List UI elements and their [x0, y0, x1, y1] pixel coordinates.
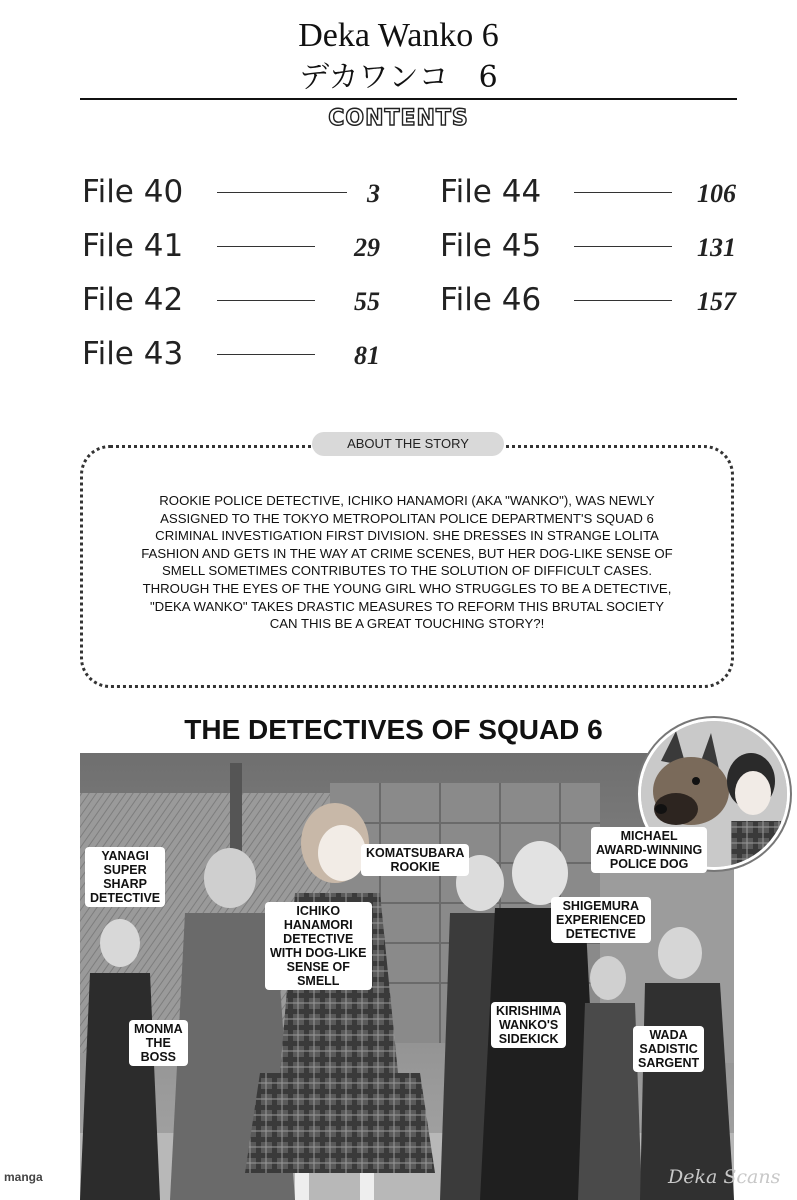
header-divider: [80, 98, 737, 100]
toc-entry-label: File 46: [440, 282, 542, 318]
story-line: CRIMINAL INVESTIGATION FIRST DIVISION. SHE DRESSES IN STRANGE LOLITA: [155, 528, 659, 544]
toc-entry-page: 3: [367, 179, 380, 208]
label-shigemura: SHIGEMURA EXPERIENCED DETECTIVE: [552, 898, 650, 942]
toc-entry[interactable]: [82, 334, 382, 374]
toc-entry-label: File 45: [440, 228, 542, 264]
about-story-text: [100, 492, 714, 633]
toc-entry[interactable]: [82, 172, 382, 212]
label-komatsubara: KOMATSUBARA ROOKIE: [362, 845, 468, 875]
toc-entry-label: File 41: [82, 228, 184, 264]
toc-entry[interactable]: [82, 226, 382, 266]
toc-entry-label: File 44: [440, 174, 542, 210]
toc-entry[interactable]: [82, 280, 382, 320]
story-line: THROUGH THE EYES OF THE YOUNG GIRL WHO STRUGGLES TO BE A DETECTIVE,: [142, 580, 672, 596]
contents-heading: CONTENTS: [328, 106, 469, 131]
about-story-tab: ABOUT THE STORY: [312, 432, 504, 456]
story-line: FASHION AND GETS IN THE WAY AT CRIME SCENES, BUT HER DOG-LIKE SENSE OF: [141, 545, 673, 561]
toc-entry[interactable]: [440, 226, 740, 266]
label-wada: WADA SADISTIC SARGENT: [634, 1027, 703, 1071]
site-watermark: manga: [4, 1170, 43, 1184]
label-kirishima: KIRISHIMA WANKO'S SIDEKICK: [492, 1003, 565, 1047]
toc-entry-page: 29: [354, 233, 380, 262]
toc-entry-label: File 43: [82, 336, 184, 372]
squad-illustration: [80, 753, 734, 1200]
story-line: "DEKA WANKO" TAKES DRASTIC MEASURES TO REFORM THIS BRUTAL SOCIETY: [150, 598, 664, 614]
toc-leader-line: [574, 246, 672, 247]
squad-heading: THE DETECTIVES OF SQUAD 6: [184, 714, 603, 745]
toc-leader-line: [217, 192, 347, 193]
toc-entry-page: 81: [354, 341, 380, 370]
toc-entry[interactable]: [440, 172, 740, 212]
toc-entry-page: 131: [697, 233, 736, 262]
toc-leader-line: [217, 354, 315, 355]
toc-entry-page: 157: [697, 287, 736, 316]
toc-entry-label: File 42: [82, 282, 184, 318]
story-line: ASSIGNED TO THE TOKYO METROPOLITAN POLICE DEPARTMENT'S SQUAD 6: [160, 510, 654, 526]
label-ichiko: ICHIKO HANAMORI DETECTIVE WITH DOG-LIKE SENSE OF SMELL: [266, 903, 371, 989]
book-title: Deka Wanko 6: [298, 17, 499, 54]
toc-leader-line: [217, 300, 315, 301]
story-line: CAN THIS BE A GREAT TOUCHING STORY?!: [269, 616, 545, 632]
toc-entry-label: File 40: [82, 174, 184, 210]
label-michael: MICHAEL AWARD-WINNING POLICE DOG: [592, 828, 706, 872]
book-title-japanese: デカワンコ 6: [299, 60, 498, 95]
toc-entry-page: 55: [354, 287, 380, 316]
squad-artwork: [80, 753, 734, 1200]
toc-leader-line: [574, 192, 672, 193]
toc-leader-line: [217, 246, 315, 247]
toc-entry-page: 106: [697, 179, 736, 208]
toc-entry[interactable]: [440, 280, 740, 320]
label-monma: MONMA THE BOSS: [130, 1021, 187, 1065]
toc-leader-line: [574, 300, 672, 301]
story-line: ROOKIE POLICE DETECTIVE, ICHIKO HANAMORI (AKA "WANKO"), WAS NEWLY: [159, 493, 655, 508]
story-line: SMELL SOMETIMES CONTRIBUTES TO THE SOLUTION OF DIFFICULT CASES.: [162, 563, 652, 579]
label-yanagi: YANAGI SUPER SHARP DETECTIVE: [86, 848, 164, 906]
scanlator-watermark: Deka Scans: [668, 1166, 781, 1188]
